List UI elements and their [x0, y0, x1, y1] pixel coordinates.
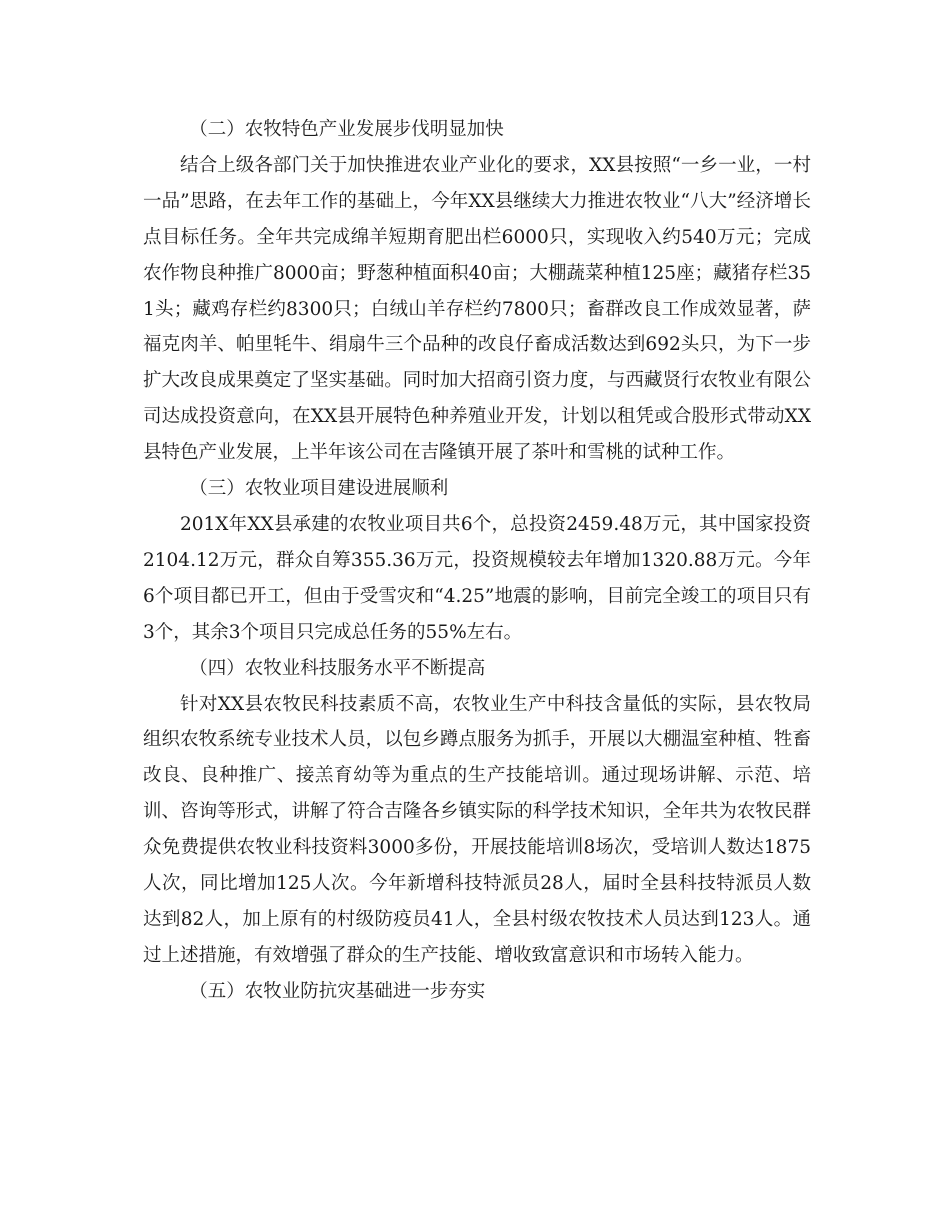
body-paragraph: 结合上级各部门关于加快推进农业产业化的要求，XX县按照“一乡一业，一村一品”思路，在去年工作的基础上，今年XX县继续大力推进农牧业“八大”经济增长点目标任务。全年共完成绵羊短期育肥出栏6000只，实现收入约540万元；完成农作物良种推广8000亩；野葱种植面积40亩；大棚蔬菜种植125座；藏猪存栏351头；藏鸡存栏约8300只；白绒山羊存栏约7800只；畜群改良工作成效显著，萨福克肉羊、帕里牦牛、绢扇牛三个品种的改良仔畜成活数达到692头只，为下一步扩大改良成果奠定了坚实基础。同时加大招商引资力度，与西藏贤行农牧业有限公司达成投资意向，在XX县开展特色种养殖业开发，计划以租凭或合股形式带动XX县特色产业发展，上半年该公司在吉隆镇开展了茶叶和雪桃的试种工作。 — [143, 154, 811, 464]
section-heading: （四）农牧业科技服务水平不断提高 — [189, 657, 486, 679]
section-heading: （三）农牧业项目建设进展顺利 — [189, 478, 449, 500]
document-body — [143, 112, 811, 1010]
section-heading: （五）农牧业防抗灾基础进一步夯实 — [189, 980, 486, 1002]
section-heading: （二）农牧特色产业发展步伐明显加快 — [189, 119, 504, 140]
body-paragraph: 201X年XX县承建的农牧业项目共6个，总投资2459.48万元，其中国家投资2104.12万元，群众自筹355.36万元，投资规模较去年增加1320.88万元。今年6个项目都已开工，但由于受雪灾和“4.25”地震的影响，目前完全竣工的项目只有3个，其余3个项目只完成总任务的55%左右。 — [143, 513, 811, 643]
body-paragraph: 针对XX县农牧民科技素质不高，农牧业生产中科技含量低的实际，县农牧局组织农牧系统专业技术人员，以包乡蹲点服务为抓手，开展以大棚温室种植、牲畜改良、良种推广、接羔育幼等为重点的生产技能培训。通过现场讲解、示范、培训、咨询等形式，讲解了符合吉隆各乡镇实际的科学技术知识，全年共为农牧民群众免费提供农牧业科技资料3000多份，开展技能培训8场次，受培训人数达1875人次，同比增加125人次。今年新增科技特派员28人，届时全县科技特派员人数达到82人，加上原有的村级防疫员41人，全县村级农牧技术人员达到123人。通过上述措施，有效增强了群众的生产技能、增收致富意识和市场转入能力。 — [143, 693, 811, 966]
